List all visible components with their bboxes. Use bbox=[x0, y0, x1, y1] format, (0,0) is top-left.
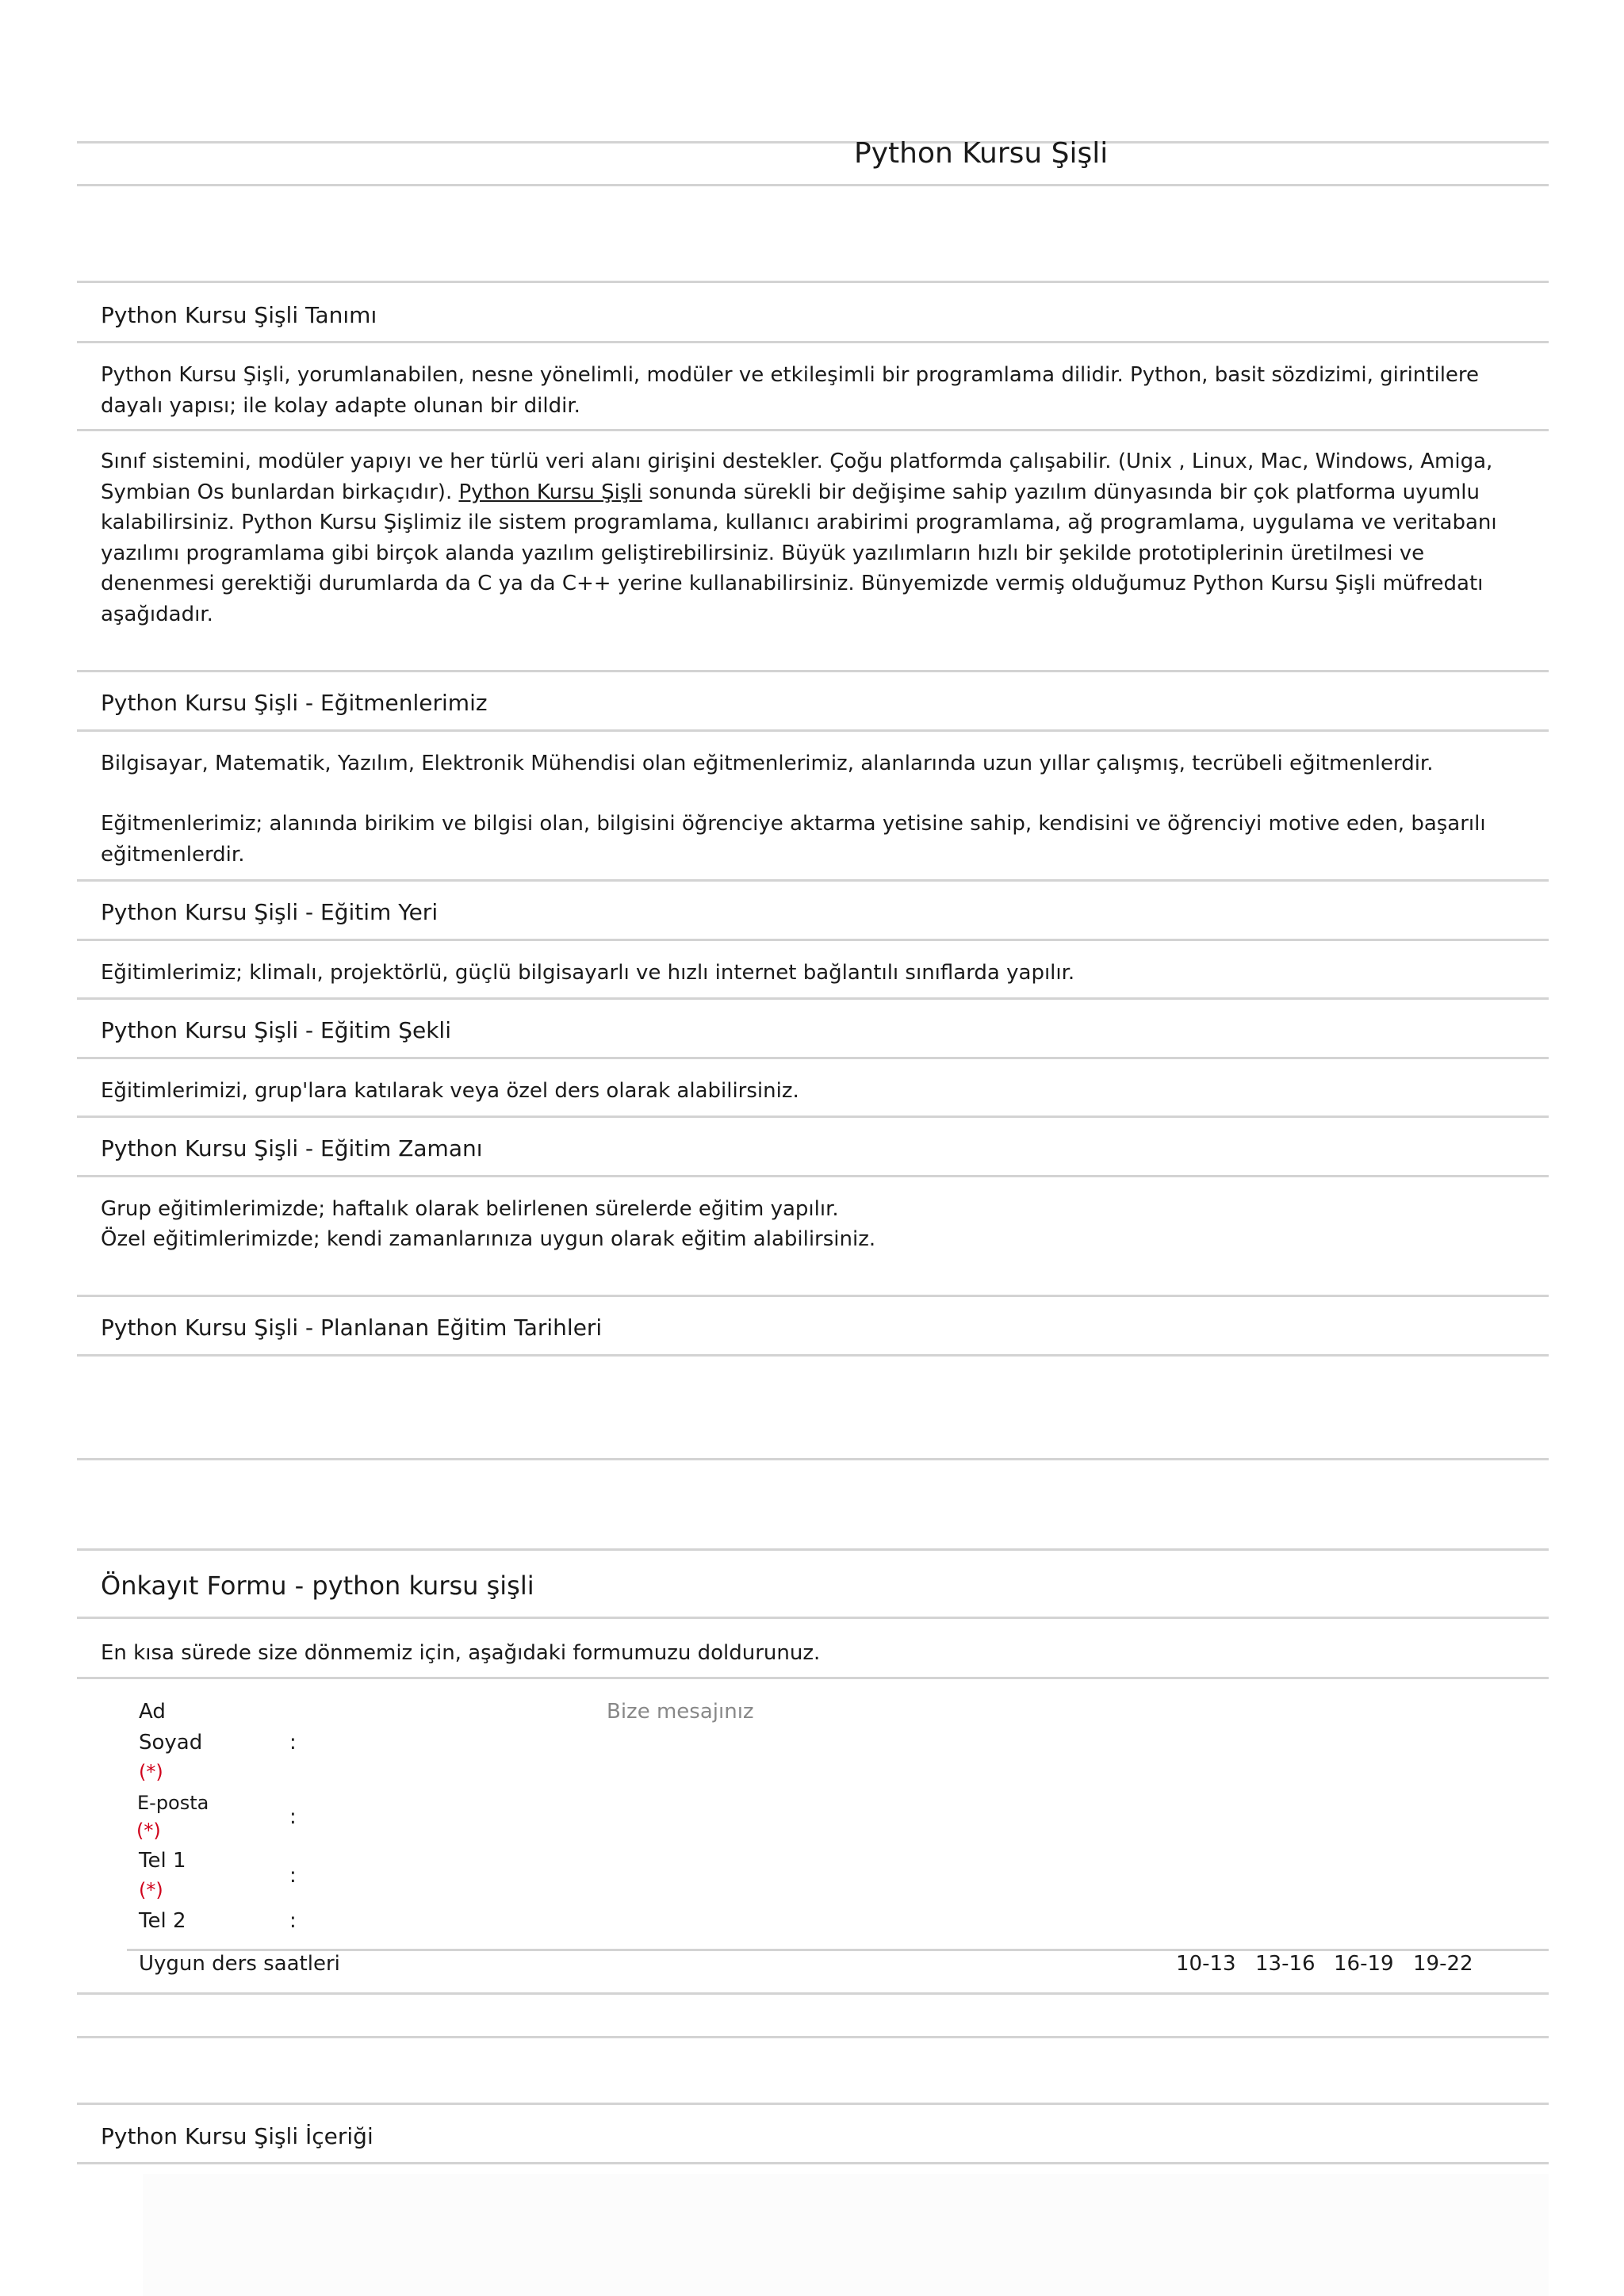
required-marker: (*) bbox=[136, 1820, 161, 1842]
divider bbox=[77, 1677, 1549, 1679]
hours-label: Uygun ders saatleri bbox=[139, 1952, 340, 1976]
section-heading-icerik: Python Kursu Şişli İçeriği bbox=[101, 2123, 373, 2149]
tanim-paragraph-2: Sınıf sistemini, modüler yapıyı ve her türlü veri alanı girişini destekler. Çoğu platformda çalışabilir. (Unix , Linux, Mac, Windows, Amiga, Symbian Os bunlardan birkaçıdır). Python Kursu Şişli sonunda sürekli bir değişime sahip yazılım dünyasında bir çok platforma uyumlu kalabilirsiniz. Python Kursu Şişlimiz ile sistem programlama, kullanıcı arabirimi programlama, ağ programlama, uygulama ve veritabanı yazılımı programlama gibi birçok alanda yazılım geliştirebilirsiniz. Büyük yazılımların hızlı bir şekilde prototiplerinin üretilmesi ve denenmesi gerektiği durumlarda da C ya da C++ yerine kullanabilirsiniz. Bünyemizde vermiş olduğumuz Python Kursu Şişli müfredatı aşağıdadır. bbox=[101, 450, 1497, 626]
divider bbox=[77, 1175, 1549, 1177]
field-colon: : bbox=[289, 1864, 297, 1888]
divider bbox=[77, 429, 1549, 431]
divider bbox=[77, 2162, 1549, 2164]
section-heading-sekil: Python Kursu Şişli - Eğitim Şekli bbox=[101, 1017, 451, 1043]
section-heading-tarihler: Python Kursu Şişli - Planlanan Eğitim Tarihleri bbox=[101, 1314, 603, 1341]
required-marker: (*) bbox=[139, 1879, 163, 1901]
time-slot-option[interactable]: 19-22 bbox=[1413, 1952, 1473, 1976]
yer-paragraph: Eğitimlerimiz; klimalı, projektörlü, güçlü bilgisayarlı ve hızlı internet bağlantılı sınıflarda yapılır. bbox=[101, 961, 1075, 985]
divider bbox=[77, 1295, 1549, 1297]
divider bbox=[77, 729, 1549, 732]
divider bbox=[77, 341, 1549, 343]
message-textarea[interactable] bbox=[607, 1697, 1487, 1934]
divider bbox=[77, 1617, 1549, 1619]
divider bbox=[77, 281, 1549, 283]
content-area bbox=[143, 2174, 1549, 2296]
tanim-paragraph-1: Python Kursu Şişli, yorumlanabilen, nesne yönelimli, modüler ve etkileşimli bir programlama dilidir. Python, basit sözdizimi, girintilere dayalı yapısı; ile kolay adapte olunan bir dildir. bbox=[101, 363, 1480, 418]
egitmenler-paragraph-1: Bilgisayar, Matematik, Yazılım, Elektronik Mühendisi olan eğitmenlerimiz, alanlarında uzun yıllar çalışmış, tecrübeli eğitmenlerdir. bbox=[101, 752, 1434, 775]
divider bbox=[77, 670, 1549, 672]
divider bbox=[77, 141, 1549, 144]
field-label-tel1: Tel 1 bbox=[139, 1849, 186, 1873]
divider bbox=[77, 1548, 1549, 1551]
ad-input[interactable] bbox=[311, 1698, 582, 1725]
field-label-eposta: E-posta bbox=[137, 1792, 209, 1814]
divider bbox=[77, 1458, 1549, 1460]
egitmenler-paragraph-2: Eğitmenlerimiz; alanında birikim ve bilgisi olan, bilgisini öğrenciye aktarma yetisine sahip, kendisini ve öğrenciyi motive eden, başarılı eğitmenlerdir. bbox=[101, 812, 1486, 867]
time-slot-option[interactable]: 16-19 bbox=[1334, 1952, 1394, 1976]
divider bbox=[77, 879, 1549, 882]
time-slot-option[interactable]: 10-13 bbox=[1176, 1952, 1236, 1976]
tel2-input[interactable] bbox=[311, 1908, 582, 1934]
section-heading-yer: Python Kursu Şişli - Eğitim Yeri bbox=[101, 899, 439, 925]
required-marker: (*) bbox=[139, 1761, 163, 1783]
field-colon: : bbox=[289, 1909, 297, 1933]
divider bbox=[77, 1992, 1549, 1995]
zaman-paragraph-1: Grup eğitimlerimizde; haftalık olarak belirlenen sürelerde eğitim yapılır. bbox=[101, 1197, 839, 1221]
field-colon: : bbox=[289, 1731, 297, 1755]
field-label-tel2: Tel 2 bbox=[139, 1909, 186, 1933]
divider bbox=[77, 997, 1549, 1000]
python-kursu-sisli-link[interactable]: Python Kursu Şişli bbox=[458, 480, 642, 504]
field-colon: : bbox=[289, 1805, 297, 1829]
time-slot-option[interactable]: 13-16 bbox=[1255, 1952, 1316, 1976]
field-label-ad: Ad bbox=[139, 1700, 166, 1724]
divider bbox=[77, 1057, 1549, 1059]
divider bbox=[77, 184, 1549, 186]
divider bbox=[77, 939, 1549, 941]
divider bbox=[77, 2103, 1549, 2105]
section-heading-egitmenler: Python Kursu Şişli - Eğitmenlerimiz bbox=[101, 690, 488, 716]
eposta-input[interactable] bbox=[311, 1804, 582, 1831]
page-title: Python Kursu Şişli bbox=[854, 137, 1109, 170]
divider bbox=[77, 2036, 1549, 2038]
soyad-input[interactable] bbox=[311, 1729, 582, 1756]
sekil-paragraph: Eğitimlerimizi, grup'lara katılarak veya özel ders olarak alabilirsiniz. bbox=[101, 1079, 799, 1103]
form-intro: En kısa sürede size dönmemiz için, aşağıdaki formumuzu doldurunuz. bbox=[101, 1641, 821, 1665]
form-title: Önkayıt Formu - python kursu şişli bbox=[101, 1571, 534, 1601]
divider bbox=[77, 1354, 1549, 1357]
field-label-soyad: Soyad bbox=[139, 1731, 203, 1755]
section-heading-zaman: Python Kursu Şişli - Eğitim Zamanı bbox=[101, 1135, 483, 1161]
section-heading-tanim: Python Kursu Şişli Tanımı bbox=[101, 302, 377, 328]
divider bbox=[77, 1115, 1549, 1118]
zaman-paragraph-2: Özel eğitimlerimizde; kendi zamanlarınıza uygun olarak eğitim alabilirsiniz. bbox=[101, 1227, 876, 1251]
tel1-input[interactable] bbox=[311, 1862, 582, 1889]
